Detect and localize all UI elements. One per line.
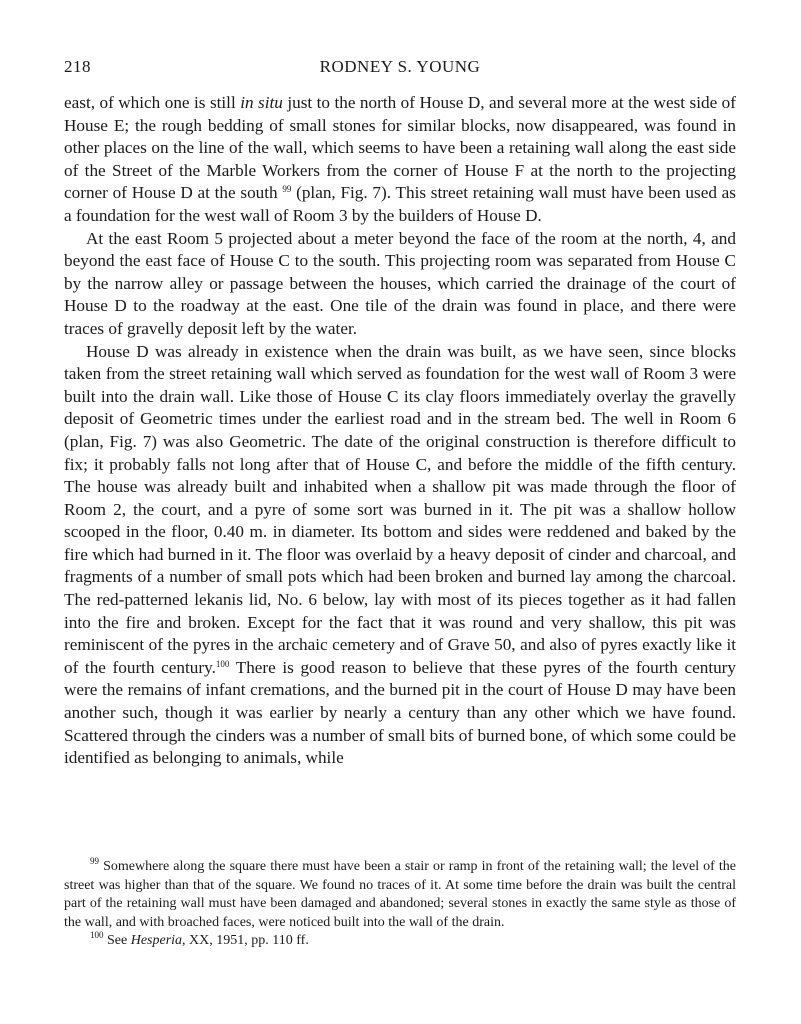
footnote-99-text: Somewhere along the square there must have been a stair or ramp in front of the retaining wall; the level of the street was higher than that of the square. We found no traces of it. At some time before the drain was built the central part of the retaining wall must have been damaged and abandoned; several stones in exactly the same style as those of the wall, and with broached faces, were noticed built into the wall of the drain. (64, 859, 736, 930)
italic-hesperia: Hesperia (130, 933, 183, 949)
footnote-mark-100: 100 (90, 930, 104, 941)
footnote-mark-99: 99 (90, 856, 99, 866)
footnote-ref-99[interactable]: 99 (282, 184, 292, 195)
body-text (64, 92, 736, 770)
paragraph-3-text-a: House D was already in existence when the drain was built, as we have seen, since blocks taken from the street retaining wall which served as foundation for the west wall of Room 3 were built into the drain wall. Like those of House C its clay floors immediately overlay the gravelly deposit of Geometric times under the earliest road and in the stream bed. The well in Room 6 (plan, Fig. 7) was also Geometric. The date of the original construction is therefore difficult to fix; it probably falls not long after that of House C, and before the middle of the fifth century. The house was already built and inhabited when a shallow pit was made through the floor of Room 2, the court, and a pyre of some sort was burned in it. The pit was a shallow hollow scooped in the floor, 0.40 m. in diameter. Its bottom and sides were reddened and baked by the fire which had burned in it. The floor was overlaid by a heavy deposit of cinder and charcoal, and fragments of a number of small pots which had been broken and burned lay among the charcoal. The red-patterned lekanis lid, No. 6 below, lay with most of its pieces together as it had fallen into the fire and broken. Except for the fact that it was round and very shallow, this pit was reminiscent of the pyres in the archaic cemetery and of Grave 50, and also of pyres exactly like it of the fourth century. (64, 341, 736, 677)
page-header (64, 57, 736, 81)
paragraph-1-text-c: (plan, Fig. 7). This street retaining wall must have been used as a foundation for the west wall of Room 3 by the builders of House D. (64, 183, 737, 225)
footnote-ref-100[interactable]: 100 (215, 658, 230, 669)
paragraph-1-text-b: just to the north of House D, and several more at the west side of House E; the rough bedding of small stones for similar blocks, now disappeared, was found in other places on the line of the wall, which seems to have been a retaining wall along the east side of the Street of the Marble Workers from the corner of House F at the north to the projecting corner of House D at the south (64, 93, 736, 203)
footnote-100 (64, 932, 736, 951)
paragraph-2: At the east Room 5 projected about a meter beyond the face of the room at the north, 4, and beyond the east face of House C to the south. This projecting room was separated from House C by the narrow alley or passage between the houses, which carried the drainage of the court of House D to the roadway at the east. One tile of the drain was found in place, and there were traces of gravelly deposit left by the water. (64, 228, 736, 338)
paragraph-3-text-b: There is good reason to believe that these pyres of the fourth century were the remains of infant cremations, and the burned pit in the court of House D may have been another such, though it was earlier by nearly a century than any other which we have found. Scattered through the cinders was a number of small bits of burned bone, of which some could be identified as belonging to animals, while (64, 657, 736, 768)
footnote-100-text-b: , XX, 1951, pp. 110 ff. (182, 933, 309, 949)
running-head: RODNEY S. YOUNG (319, 57, 481, 76)
paragraph-3 (64, 341, 736, 770)
paragraph-1-text-a: east, of which one is still (64, 93, 241, 112)
footnote-100-text-a: See (103, 933, 131, 949)
footnotes (64, 858, 736, 951)
paragraph-1 (64, 92, 736, 228)
page-number: 218 (64, 57, 91, 76)
italic-in-situ: in situ (240, 93, 283, 112)
footnote-99 (64, 858, 736, 932)
